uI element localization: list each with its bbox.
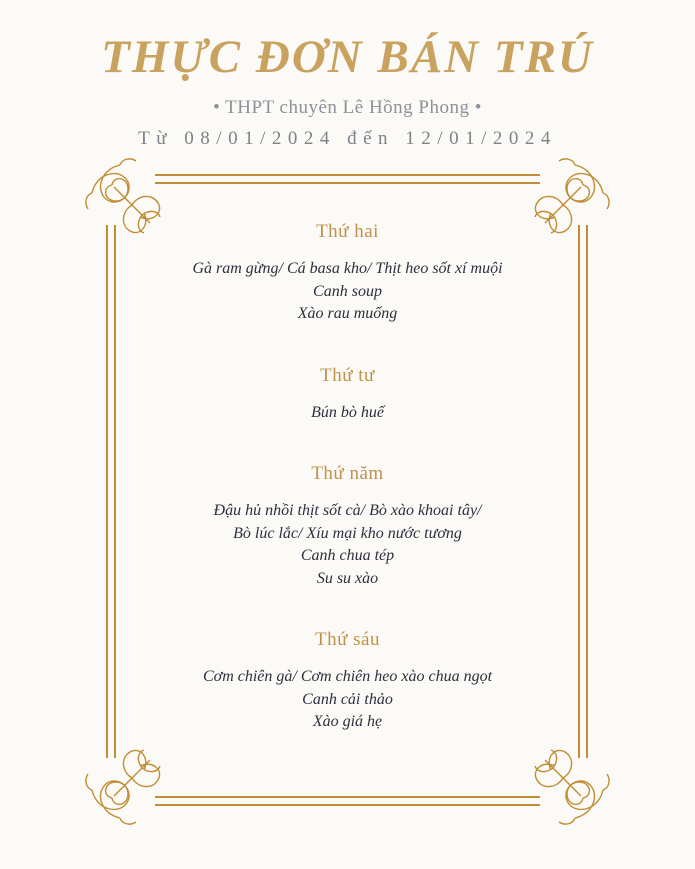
dish-item: Đậu hủ nhồi thịt sốt cà/ Bò xào khoai tây/ — [213, 502, 482, 519]
dish-item: Bún bò huế — [311, 403, 384, 421]
dish-item: Canh soup — [313, 282, 382, 300]
dish-item: Canh chua tép — [300, 547, 395, 564]
dish-item: Xào giá hẹ — [312, 713, 383, 730]
menu-day-wednesday — [150, 362, 545, 425]
school-name: • THPT chuyên Lê Hồng Phong • — [213, 97, 482, 118]
corner-flourish-icon — [535, 159, 609, 233]
corner-flourish-icon — [86, 750, 160, 824]
dish-item: Bò lúc lắc/ Xíu mại kho nước tương — [233, 524, 462, 542]
day-heading: Thứ tư — [320, 364, 375, 386]
corner-flourish-icon — [86, 159, 160, 233]
dish-item: Xào rau muống — [297, 305, 398, 322]
dish-item: Gà ram gừng/ Cá basa kho/ Thịt heo sốt xí muội — [192, 260, 503, 277]
menu-day-monday — [150, 218, 545, 326]
menu-day-friday — [150, 626, 545, 734]
dish-item: Su su xào — [316, 569, 379, 587]
dish-item: Canh cải thảo — [302, 690, 393, 708]
date-range: Từ 08/01/2024 đến 12/01/2024 — [138, 128, 557, 149]
day-heading: Thứ sáu — [315, 629, 380, 650]
menu-day-thursday — [150, 460, 545, 590]
menu-list — [150, 218, 545, 734]
corner-flourish-icon — [535, 750, 609, 824]
dish-item: Cơm chiên gà/ Cơm chiên heo xào chua ngọt — [202, 668, 493, 685]
day-heading: Thứ hai — [316, 221, 379, 242]
page-title: THỰC ĐƠN BÁN TRÚ — [101, 31, 594, 83]
day-heading: Thứ năm — [311, 463, 384, 484]
